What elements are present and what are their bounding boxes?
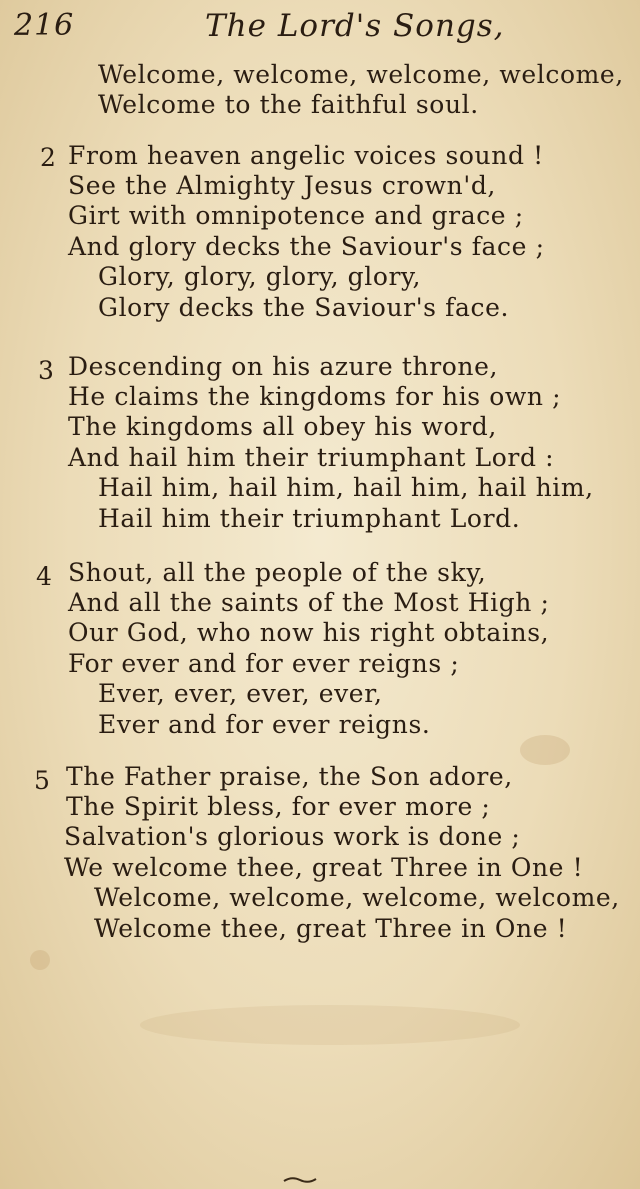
stanza-number: 4 — [36, 562, 52, 591]
verse-line: And all the saints of the Most High ; — [68, 588, 550, 617]
verse-line: Our God, who now his right obtains, — [68, 618, 550, 647]
verse-line: Welcome, welcome, welcome, welcome, — [98, 60, 624, 89]
page-header — [0, 6, 640, 50]
verse-line: Hail him, hail him, hail him, hail him, — [98, 473, 594, 502]
verse-line: Glory, glory, glory, glory, — [98, 262, 422, 291]
verse-line: The kingdoms all obey his word, — [68, 412, 497, 441]
verse-line: The Spirit bless, for ever more ; — [66, 792, 491, 821]
paper-stain — [140, 1005, 520, 1045]
verse-line: Glory decks the Saviour's face. — [98, 293, 510, 322]
verse-line: Hail him their triumphant Lord. — [98, 504, 521, 533]
verse-line: The Father praise, the Son adore, — [66, 762, 513, 791]
page-number: 216 — [14, 8, 75, 43]
verse-line: He claims the kingdoms for his own ; — [68, 382, 562, 411]
verse-line: See the Almighty Jesus crown'd, — [68, 171, 496, 200]
running-title: The Lord's Songs, — [205, 8, 505, 44]
verse-line: From heaven angelic voices sound ! — [68, 141, 544, 170]
printer-ornament — [282, 1176, 318, 1184]
verse-line: Welcome to the faithful soul. — [98, 90, 479, 119]
stanza-number: 5 — [34, 766, 50, 795]
paper-stain — [520, 735, 570, 765]
verse-line: Salvation's glorious work is done ; — [64, 822, 521, 851]
verse-line: And glory decks the Saviour's face ; — [68, 232, 545, 261]
verse-line: And hail him their triumphant Lord : — [68, 443, 555, 472]
paper-stain — [30, 950, 50, 970]
verse-line: Descending on his azure throne, — [68, 352, 499, 381]
verse-line: Shout, all the people of the sky, — [68, 558, 487, 587]
verse-line: Welcome thee, great Three in One ! — [94, 914, 568, 943]
verse-line: Ever and for ever reigns. — [98, 710, 431, 739]
verse-line: We welcome thee, great Three in One ! — [64, 853, 584, 882]
stanza-number: 2 — [40, 143, 56, 172]
verse-line: For ever and for ever reigns ; — [68, 649, 460, 678]
verse-line: Ever, ever, ever, ever, — [98, 679, 383, 708]
stanza-number: 3 — [38, 356, 54, 385]
verse-line: Girt with omnipotence and grace ; — [68, 201, 524, 230]
verse-line: Welcome, welcome, welcome, welcome, — [94, 883, 620, 912]
